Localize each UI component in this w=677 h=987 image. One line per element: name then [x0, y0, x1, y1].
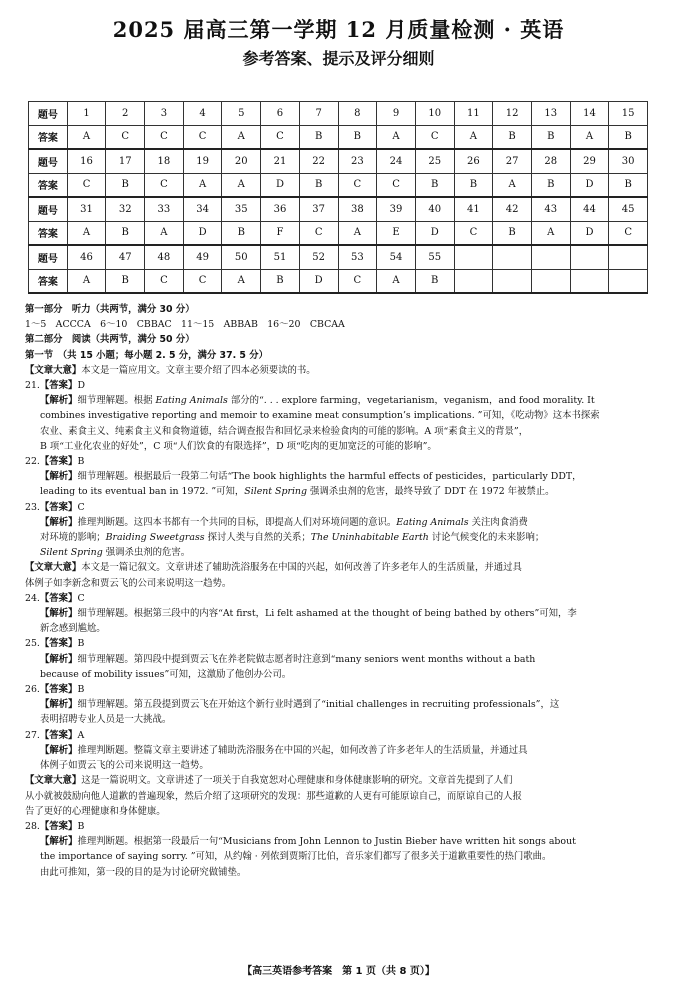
question-number-cell: 34 [183, 197, 222, 221]
question-number-cell: 52 [299, 245, 338, 269]
question-number-cell: 46 [67, 245, 106, 269]
question-number-cell: 42 [493, 197, 532, 221]
answer-cell: C [338, 269, 377, 293]
question-number-cell: 48 [145, 245, 184, 269]
answer-cell: C [299, 221, 338, 245]
answer-cell: B [415, 173, 454, 197]
q27-answer: 27.【答案】A [25, 729, 85, 741]
question-number-cell: 4 [183, 102, 222, 126]
question-number-cell: 43 [531, 197, 570, 221]
question-number-cell: 26 [454, 149, 493, 173]
answer-cell: B [299, 173, 338, 197]
q26-answer: 26.【答案】B [25, 684, 85, 696]
header-label-cell: 题号 [29, 102, 68, 126]
question-number-cell: 30 [609, 149, 648, 173]
answer-cell: A [493, 173, 532, 197]
passage-a-summary: 【文章大意】本文是一篇应用文。文章主要介绍了四本必须要读的书。 [25, 364, 316, 376]
question-number-cell: 49 [183, 245, 222, 269]
answer-cell [493, 269, 532, 293]
table-row [29, 245, 648, 269]
answer-label-cell: 答案 [29, 173, 68, 197]
answer-cell: A [338, 221, 377, 245]
answer-cell: B [609, 173, 648, 197]
question-number-cell: 1 [67, 102, 106, 126]
question-number-cell: 22 [299, 149, 338, 173]
answer-cell [531, 269, 570, 293]
question-number-cell: 7 [299, 102, 338, 126]
answer-cell: A [67, 125, 106, 149]
question-number-cell: 17 [106, 149, 145, 173]
question-number-cell: 18 [145, 149, 184, 173]
page-footer: 【高三英语参考答案 第 1 页（共 8 页）】 [242, 966, 435, 977]
part1-answers: 1～5 ACCCA 6～10 CBBAC 11～15 ABBAB 16～20 CBCAA [25, 319, 345, 331]
answer-cell: C [67, 173, 106, 197]
question-number-cell: 9 [377, 102, 416, 126]
question-number-cell: 12 [493, 102, 532, 126]
answer-cell: B [493, 125, 532, 149]
answer-cell [570, 269, 609, 293]
answer-cell: C [609, 221, 648, 245]
answer-cell: C [145, 125, 184, 149]
question-number-cell: 29 [570, 149, 609, 173]
answer-cell: D [570, 173, 609, 197]
question-number-cell: 35 [222, 197, 261, 221]
question-number-cell: 13 [531, 102, 570, 126]
table-row [29, 102, 648, 126]
question-number-cell [570, 245, 609, 269]
question-number-cell: 15 [609, 102, 648, 126]
part2-heading: 第二部分 阅读（共两节，满分 50 分） [25, 334, 195, 346]
answer-cell: B [493, 221, 532, 245]
question-number-cell: 40 [415, 197, 454, 221]
answer-cell: E [377, 221, 416, 245]
answer-cell: B [531, 125, 570, 149]
q22-analysis: 【解析】细节理解题。根据最后一段第二句话“The book highlights the harmful effects of pesticides，particularly DDT， [40, 471, 582, 483]
question-number-cell [609, 245, 648, 269]
answer-cell: A [222, 125, 261, 149]
q26-analysis: 【解析】细节理解题。第五段提到贾云飞在开始这个新行业时遇到了“initial challenges in recruiting professionals”，这 [40, 699, 560, 711]
question-number-cell: 38 [338, 197, 377, 221]
q24-answer: 24.【答案】C [25, 592, 85, 604]
answer-explanations: 第一部分 听力（共两节，满分 30 分） 1～5 ACCCA 6～10 CBBAC 11～15 ABBAB 16～20 CBCAA 第二部分 阅读（共两节，满分 50 分） 第一节 （共 15 小题；每小题 2. 5 分，满分 37. 5 分） 【文章大意】本文是一篇应用文。文章主要介绍了四本必须要读的书。 21.【答案】D 【解析】细节理解题。根据 Eating Animals 部分的“. . . explore farming，vegetarianism，veganism，and food morality. It combines investigative reporting and memoir to examine meat consumption’s implications. ”可知，《吃动物》这本书探索 农业、素食主义、纯素食主义和食物道德，结合调查报告和回忆录来检验食肉的可能的影响。A 项“素食主义的背景”， B 项“工业化农业的好处”，C 项“人们饮食的有限选择”，D 项“吃肉的更加宽泛的可能的影响”。 22.【答案】B 【解析】细节理解题。根据最后一段第二句话“The book highlights the harmful effects of pesticides，particularly DDT， leading to its eventual ban in 1972. ”可知，Silent Spring 强调杀虫剂的危害，最终导致了 DDT 在 1972 年被禁止。 23.【答案】C 【解析】推理判断题。这四本书都有一个共同的目标，即提高人们对环境问题的意识。Eating Animals 关注肉食消费 对环境的影响；Braiding Sweetgrass 探讨人类与自然的关系；The Uninhabitable Earth 讨论气候变化的未来影响； Silent Spring 强调杀虫剂的危害。 【文章大意】本文是一篇记叙文。文章讲述了辅助洗浴服务在中国的兴起，如何改善了许多老年人的生活质量，并通过具 体例子如李新念和贾云飞的公司来说明这一趋势。 24.【答案】C 【解析】细节理解题。根据第三段中的内容“At first，Li felt ashamed at the thought of being bathed by others”可知，李 新念感到尴尬。 25.【答案】B 【解析】细节理解题。第四段中提到贾云飞在养老院做志愿者时注意到“many seniors went months without a bath because of mobility issues”可知，这激励了他创办公司。 26.【答案】B 【解析】细节理解题。第五段提到贾云飞在开始这个新行业时遇到了“initial challenges in recruiting professionals”，这 表明招聘专业人员是一大挑战。 27.【答案】A 【解析】推理判断题。整篇文章主要讲述了辅助洗浴服务在中国的兴起，如何改善了许多老年人的生活质量，并通过具 体例子如贾云飞的公司来说明这一趋势。 【文章大意】这是一篇说明文。文章讲述了一项关于自我宽恕对心理健康和身体健康影响的研究。文章首先提到了人们 从小就被鼓励向他人道歉的普遍现象，然后介绍了这项研究的发现：那些道歉的人更有可能原谅自己，而原谅自己的人报 告了更好的心理健康和身体健康。 28.【答案】B 【解析】推理判断题。根据第一段最后一句“Musicians from John Lennon to Justin Bieber have written hit songs about the importance of saying sorry. ”可知，从约翰 · 列侬到贾斯汀比伯，音乐家们都写了很多关于道歉重要性的热门歌曲。 由此可推知，第一段的目的是为讨论研究做铺垫。 [25, 302, 653, 880]
question-number-cell: 24 [377, 149, 416, 173]
q23-answer: 23.【答案】C [25, 501, 85, 513]
table-row [29, 173, 648, 197]
question-number-cell: 6 [261, 102, 300, 126]
answer-cell: A [377, 125, 416, 149]
part1-heading: 第一部分 听力（共两节，满分 30 分） [25, 304, 195, 315]
question-number-cell: 33 [145, 197, 184, 221]
answer-cell: A [183, 173, 222, 197]
answer-cell: C [377, 173, 416, 197]
question-number-cell: 10 [415, 102, 454, 126]
question-number-cell: 31 [67, 197, 106, 221]
answer-cell: A [454, 125, 493, 149]
q25-answer: 25.【答案】B [25, 638, 85, 650]
question-number-cell: 47 [106, 245, 145, 269]
q28-answer: 28.【答案】B [25, 820, 85, 832]
header-label-cell: 题号 [29, 149, 68, 173]
answer-cell: D [570, 221, 609, 245]
question-number-cell: 41 [454, 197, 493, 221]
table-row [29, 197, 648, 221]
passage-b-summary: 【文章大意】本文是一篇记叙文。文章讲述了辅助洗浴服务在中国的兴起，如何改善了许多老年人的生活质量，并通过具 [25, 562, 522, 574]
answer-cell: C [338, 173, 377, 197]
question-number-cell: 2 [106, 102, 145, 126]
answer-cell: B [338, 125, 377, 149]
answer-cell: A [531, 221, 570, 245]
answer-cell: B [106, 173, 145, 197]
answer-cell: D [299, 269, 338, 293]
answer-cell: A [570, 125, 609, 149]
answer-cell: A [145, 221, 184, 245]
question-number-cell: 44 [570, 197, 609, 221]
answer-cell: C [454, 221, 493, 245]
answer-cell: C [183, 269, 222, 293]
answer-label-cell: 答案 [29, 269, 68, 293]
q24-analysis: 【解析】细节理解题。根据第三段中的内容“At first，Li felt ashamed at the thought of being bathed by others”可知，李 [40, 608, 577, 620]
table-row [29, 221, 648, 245]
answer-cell: C [145, 173, 184, 197]
question-number-cell: 36 [261, 197, 300, 221]
page-title: 2025 届高三第一学期 12 月质量检测 · 英语 [112, 17, 565, 42]
answer-cell: B [454, 173, 493, 197]
question-number-cell: 53 [338, 245, 377, 269]
q28-analysis: 【解析】推理判断题。根据第一段最后一句“Musicians from John Lennon to Justin Bieber have written hit songs about [40, 836, 576, 848]
question-number-cell [454, 245, 493, 269]
answer-cell: B [609, 125, 648, 149]
table-row [29, 149, 648, 173]
answer-cell [454, 269, 493, 293]
answer-cell: C [415, 125, 454, 149]
q27-analysis: 【解析】推理判断题。整篇文章主要讲述了辅助洗浴服务在中国的兴起，如何改善了许多老年人的生活质量，并通过具 [40, 744, 528, 756]
question-number-cell: 32 [106, 197, 145, 221]
question-number-cell: 23 [338, 149, 377, 173]
q21-answer: 21.【答案】D [25, 380, 85, 392]
question-number-cell: 3 [145, 102, 184, 126]
answer-cell: C [145, 269, 184, 293]
answer-label-cell: 答案 [29, 221, 68, 245]
answer-cell: C [106, 125, 145, 149]
answer-cell: B [299, 125, 338, 149]
answer-table [28, 101, 648, 294]
q23-analysis: 【解析】推理判断题。这四本书都有一个共同的目标，即提高人们对环境问题的意识。Eating Animals 关注肉食消费 [40, 516, 528, 528]
question-number-cell: 5 [222, 102, 261, 126]
question-number-cell: 54 [377, 245, 416, 269]
question-number-cell: 11 [454, 102, 493, 126]
answer-cell: C [261, 125, 300, 149]
answer-cell: A [377, 269, 416, 293]
table-row [29, 125, 648, 149]
header-label-cell: 题号 [29, 245, 68, 269]
question-number-cell [531, 245, 570, 269]
question-number-cell: 20 [222, 149, 261, 173]
answer-cell: D [261, 173, 300, 197]
question-number-cell: 45 [609, 197, 648, 221]
answer-cell: A [67, 221, 106, 245]
passage-c-summary: 【文章大意】这是一篇说明文。文章讲述了一项关于自我宽恕对心理健康和身体健康影响的研究。文章首先提到了人们 [25, 775, 513, 787]
answer-cell: D [183, 221, 222, 245]
question-number-cell: 14 [570, 102, 609, 126]
question-number-cell: 21 [261, 149, 300, 173]
question-number-cell: 50 [222, 245, 261, 269]
q22-answer: 22.【答案】B [25, 456, 85, 468]
section1-heading: 第一节 （共 15 小题；每小题 2. 5 分，满分 37. 5 分） [25, 349, 268, 361]
table-row [29, 269, 648, 293]
question-number-cell [493, 245, 532, 269]
question-number-cell: 28 [531, 149, 570, 173]
answer-cell: B [222, 221, 261, 245]
answer-cell: B [106, 221, 145, 245]
answer-cell: B [261, 269, 300, 293]
answer-cell [609, 269, 648, 293]
question-number-cell: 19 [183, 149, 222, 173]
question-number-cell: 51 [261, 245, 300, 269]
question-number-cell: 37 [299, 197, 338, 221]
page-subtitle: 参考答案、提示及评分细则 [242, 49, 435, 68]
question-number-cell: 8 [338, 102, 377, 126]
answer-cell: B [106, 269, 145, 293]
answer-cell: B [531, 173, 570, 197]
q21-analysis: 【解析】细节理解题。根据 Eating Animals 部分的“. . . explore farming，vegetarianism，veganism，and food morality. It [40, 395, 595, 407]
question-number-cell: 55 [415, 245, 454, 269]
answer-cell: D [415, 221, 454, 245]
question-number-cell: 25 [415, 149, 454, 173]
answer-cell: A [222, 173, 261, 197]
answer-label-cell: 答案 [29, 125, 68, 149]
answer-cell: F [261, 221, 300, 245]
q25-analysis: 【解析】细节理解题。第四段中提到贾云飞在养老院做志愿者时注意到“many seniors went months without a bath [40, 653, 536, 665]
header-label-cell: 题号 [29, 197, 68, 221]
answer-cell: A [67, 269, 106, 293]
answer-cell: A [222, 269, 261, 293]
answer-cell: C [183, 125, 222, 149]
answer-cell: B [415, 269, 454, 293]
question-number-cell: 16 [67, 149, 106, 173]
question-number-cell: 27 [493, 149, 532, 173]
question-number-cell: 39 [377, 197, 416, 221]
